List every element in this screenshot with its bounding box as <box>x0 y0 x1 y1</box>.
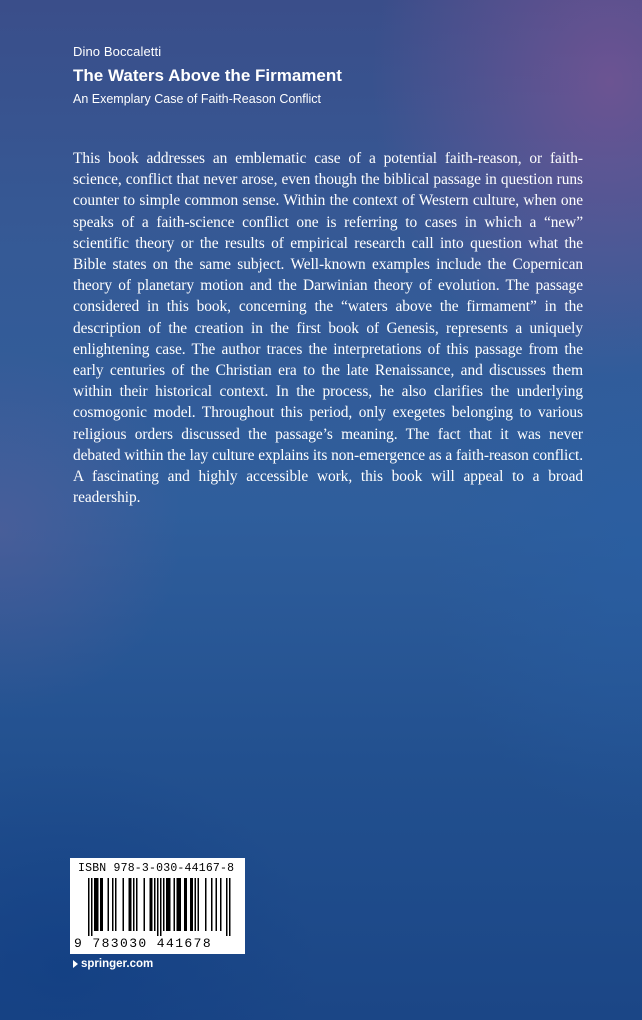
back-cover-blurb <box>73 148 583 508</box>
blurb-paragraph: This book addresses an emblematic case of a potential faith-reason, or faith-science, conflict that never arose, even though the biblical passage in question runs counter to simple common sense. Within the context of Western culture, when one speaks of a faith-science conflict one is referring to cases in which a “new” scientific theory or the results of empirical research call into question what the Bible states on the same subject. Well-known examples include the Copernican theory of planetary motion and the Darwinian theory of evolution. The passage considered in this book, concerning the “waters above the firmament” in the description of the creation in the first book of Genesis, represents a uniquely enlightening case. The author traces the interpretations of this passage from the early centuries of the Christian era to the late Renaissance, and discusses them within their historical context. In the process, he also clarifies the underlying cosmogonic model. Throughout this period, only exegetes belonging to various religious orders discussed the passage’s meaning. The fact that it was never debated within the lay culture explains its non-emergence as a faith-reason conflict. A fascinating and highly accessible work, this book will appeal to a broad readership. <box>73 150 584 507</box>
barcode-bar <box>216 878 218 931</box>
isbn-label: ISBN 978-3-030-44167-8 <box>78 862 235 875</box>
barcode-bar <box>136 878 138 931</box>
barcode-bar <box>195 878 197 931</box>
barcode-bar <box>130 878 132 931</box>
barcode-bar <box>177 878 179 931</box>
author-name: Dino Boccaletti <box>73 44 162 59</box>
barcode-bar <box>100 878 102 931</box>
book-title: The Waters Above the Firmament <box>73 66 342 85</box>
publisher-url: springer.com <box>81 958 154 970</box>
barcode-guard-bar <box>229 878 231 936</box>
publisher-link[interactable] <box>73 957 153 971</box>
barcode-guard-bar <box>160 878 162 936</box>
barcode-bar <box>186 878 188 931</box>
barcode-guard-bar <box>91 878 93 936</box>
barcode-bar <box>168 878 170 931</box>
barcode-bar <box>180 878 182 931</box>
barcode-bar <box>94 878 96 931</box>
barcode-bar <box>123 878 125 931</box>
barcode-guard-bar <box>88 878 90 936</box>
barcode-bar <box>169 878 171 931</box>
barcode-bar <box>112 878 114 931</box>
barcode-bars <box>88 878 232 936</box>
barcode-bar <box>211 878 213 931</box>
barcode-bar <box>102 878 104 931</box>
barcode-bar <box>205 878 207 931</box>
barcode-bar <box>198 878 200 931</box>
barcode-bar <box>220 878 222 931</box>
barcode-bar <box>178 878 180 931</box>
barcode-bar <box>184 878 186 931</box>
barcode-bar <box>97 878 99 931</box>
cover-header <box>73 44 593 107</box>
barcode-bar <box>163 878 165 931</box>
barcode-bar <box>151 878 153 931</box>
barcode-bar <box>192 878 194 931</box>
ean-digits: 9 783030 441678 <box>74 936 213 951</box>
barcode-bar <box>115 878 117 931</box>
barcode-bar <box>150 878 152 931</box>
barcode-guard-bar <box>226 878 228 936</box>
isbn-barcode <box>70 858 245 954</box>
barcode-bar <box>166 878 168 931</box>
barcode-bar <box>144 878 146 931</box>
barcode-bar <box>133 878 135 931</box>
book-subtitle: An Exemplary Case of Faith-Reason Conflict <box>73 92 322 106</box>
barcode-bar <box>190 878 192 931</box>
triangle-right-icon <box>73 960 78 968</box>
barcode-bar <box>96 878 98 931</box>
barcode-bar <box>129 878 131 931</box>
barcode-bar <box>108 878 110 931</box>
barcode-guard-bar <box>157 878 159 936</box>
barcode-bar <box>174 878 176 931</box>
barcode-bar <box>154 878 156 931</box>
